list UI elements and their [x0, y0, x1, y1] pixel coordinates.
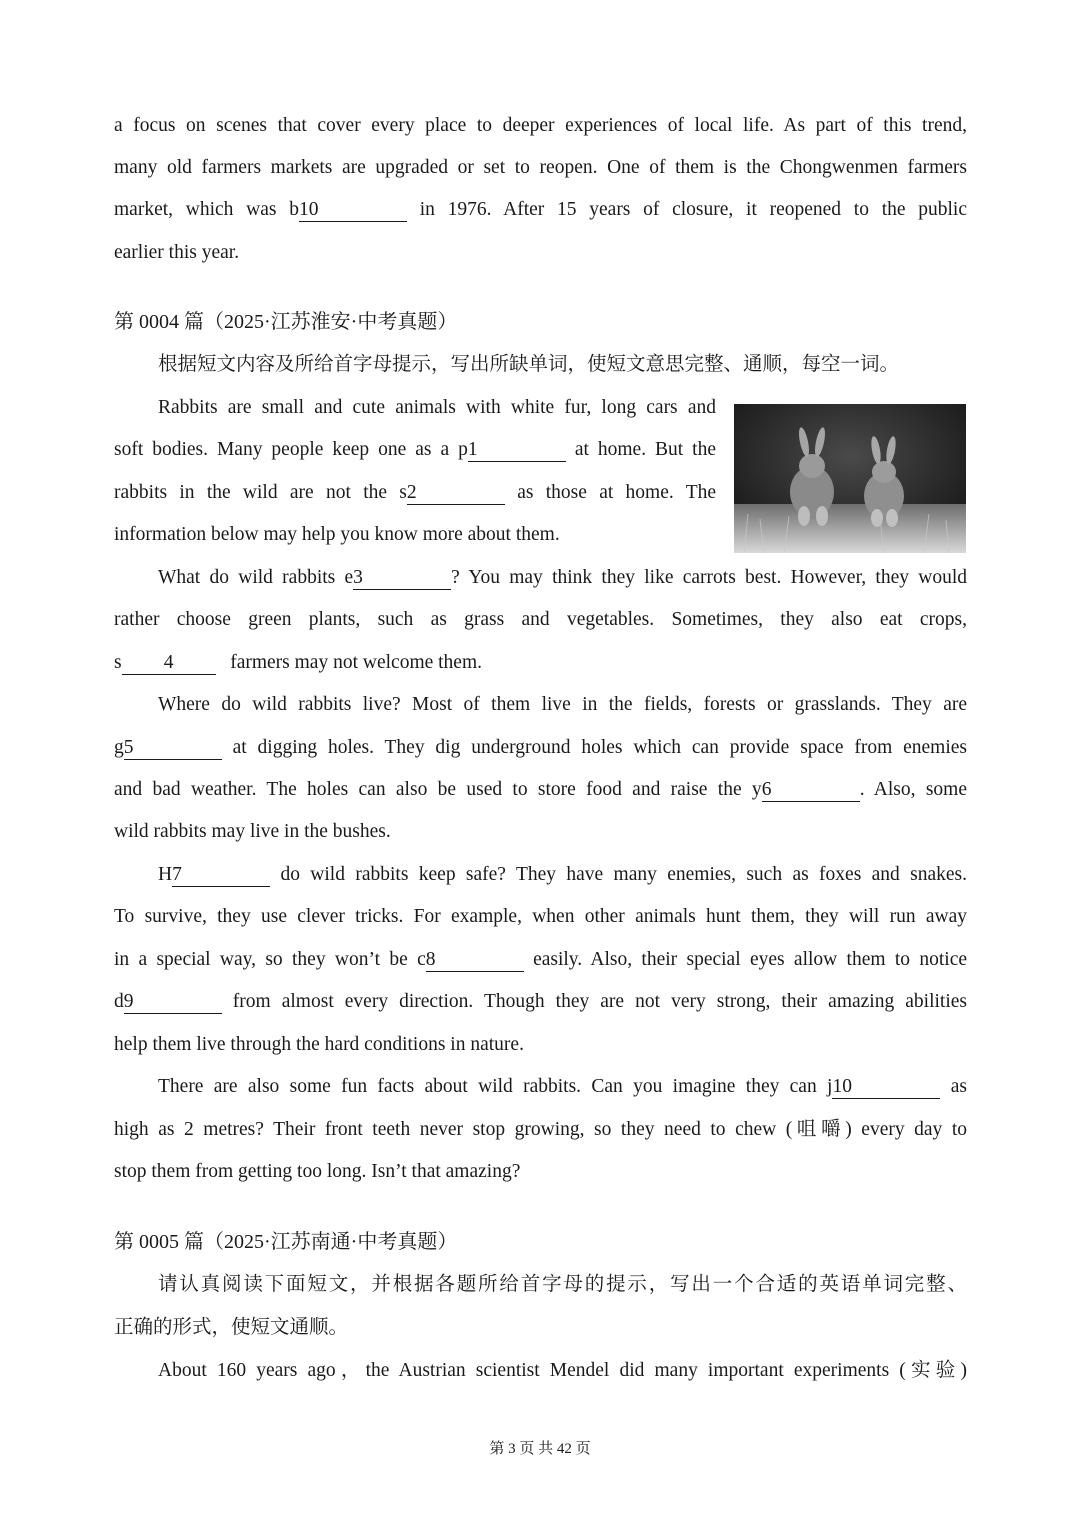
- text-line: rather choose green plants, such as grass and vegetables. Sometimes, they also eat crops,: [114, 609, 967, 630]
- answer-blank: 5: [124, 738, 222, 760]
- text-line: d9 from almost every direction. Though they are not very strong, their amazing abilities: [114, 991, 968, 1012]
- text-line: Rabbits are small and cute animals with white fur, long cars and: [158, 397, 716, 418]
- text-line: market, which was b10 in 1976. After 15 years of closure, it reopened to the public: [114, 199, 967, 220]
- text-line: rabbits in the wild are not the s2 as those at home. The: [114, 482, 717, 503]
- answer-blank: 10: [299, 200, 407, 222]
- text-line: many old farmers markets are upgraded or set to reopen. One of them is the Chongwenmen farmers: [114, 157, 967, 178]
- instruction-text: 根据短文内容及所给首字母提示，写出所缺单词，使短文意思完整、通顺，每空一词。: [158, 354, 900, 375]
- answer-blank: 1: [468, 440, 566, 462]
- answer-blank: 10: [832, 1077, 940, 1099]
- text-line: wild rabbits may live in the bushes.: [114, 821, 391, 842]
- text-line: soft bodies. Many people keep one as a p1 at home. But the: [114, 439, 716, 460]
- answer-blank: 4: [122, 653, 216, 675]
- answer-blank: 8: [426, 950, 524, 972]
- section-heading: 第 0005 篇（2025·江苏南通·中考真题）: [114, 1231, 458, 1253]
- text-line: About 160 years ago，the Austrian scientist Mendel did many important experiments (实验): [158, 1360, 967, 1381]
- answer-blank: 7: [172, 865, 270, 887]
- answer-blank: 3: [353, 568, 451, 590]
- text-line: H7 do wild rabbits keep safe? They have many enemies, such as foxes and snakes.: [158, 864, 968, 885]
- text-line: a focus on scenes that cover every place to deeper experiences of local life. As part of this trend,: [114, 115, 967, 136]
- section-heading: 第 0004 篇（2025·江苏淮安·中考真题）: [114, 311, 458, 333]
- text-line: and bad weather. The holes can also be used to store food and raise the y6 . Also, some: [114, 779, 967, 800]
- text-line: high as 2 metres? Their front teeth never stop growing, so they need to chew (咀嚼) every day to: [114, 1119, 967, 1140]
- text-line: What do wild rabbits e3 ? You may think they like carrots best. However, they would: [158, 567, 967, 588]
- rabbits-photo: [734, 404, 966, 553]
- text-line: g5 at digging holes. They dig underground holes which can provide space from enemies: [114, 737, 967, 758]
- instruction-text: 请认真阅读下面短文，并根据各题所给首字母的提示，写出一个合适的英语单词完整、: [158, 1274, 967, 1295]
- text-line: s 4 farmers may not welcome them.: [114, 652, 483, 673]
- text-line: To survive, they use clever tricks. For example, when other animals hunt them, they will run away: [114, 906, 967, 927]
- text-line: Where do wild rabbits live? Most of them live in the fields, forests or grasslands. They are: [158, 694, 967, 715]
- answer-blank: 2: [407, 483, 505, 505]
- text-line: in a special way, so they won’t be c8 easily. Also, their special eyes allow them to notice: [114, 949, 968, 970]
- text-line: help them live through the hard conditions in nature.: [114, 1034, 524, 1055]
- text-line: earlier this year.: [114, 242, 240, 263]
- text-line: There are also some fun facts about wild rabbits. Can you imagine they can j10 as: [158, 1076, 968, 1097]
- text-line: stop them from getting too long. Isn’t that amazing?: [114, 1161, 521, 1182]
- text-line: information below may help you know more about them.: [114, 524, 560, 545]
- answer-blank: 9: [124, 992, 222, 1014]
- page-footer: 第 3 页 共 42 页: [489, 1441, 591, 1457]
- instruction-text: 正确的形式，使短文通顺。: [114, 1317, 349, 1338]
- answer-blank: 6: [762, 780, 860, 802]
